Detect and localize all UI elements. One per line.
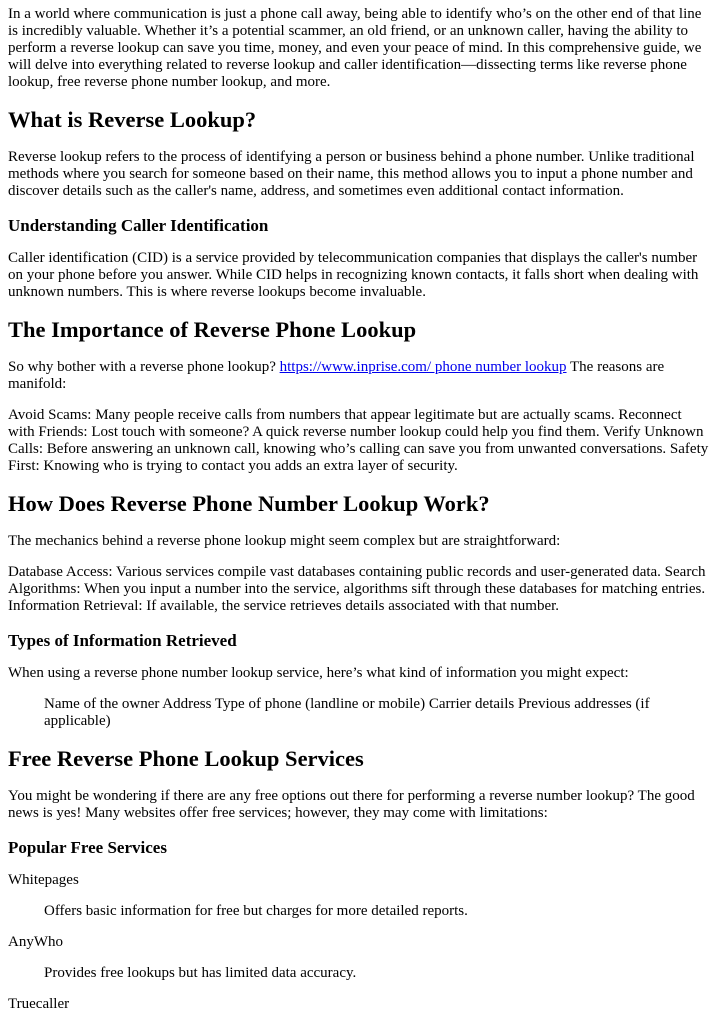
how-works-details: Database Access: Various services compile vast databases containing public records and user-generated data. Search Algorithms: When you input a number into the service, algorithms sift through these databases for matching entries. Information Retrieval: If available, the service retrieves details associated with that number. <box>8 564 706 614</box>
heading-understanding-caller-identification: Understanding Caller Identification <box>8 216 269 235</box>
heading-free-services: Free Reverse Phone Lookup Services <box>8 746 364 771</box>
heading-what-is-reverse-lookup: What is Reverse Lookup? <box>8 107 257 132</box>
free-services-paragraph: You might be wondering if there are any free options out there for performing a reverse number lookup? The good news is yes! Many websites offer free services; however, they may come with limitations: <box>8 788 695 821</box>
importance-lead-before: So why bother with a reverse phone lookup? <box>8 359 280 375</box>
service-desc-anywho: Provides free lookups but has limited data accuracy. <box>44 965 357 981</box>
caller-id-paragraph: Caller identification (CID) is a service provided by telecommunication companies that displays the caller's number on your phone before you answer. While CID helps in recognizing known contacts, it falls short when dealing with unknown numbers. This is where reverse lookups become invaluable. <box>8 250 699 300</box>
service-desc-whitepages: Offers basic information for free but charges for more detailed reports. <box>44 903 468 919</box>
types-lead: When using a reverse phone number lookup service, here’s what kind of information you might expect: <box>8 665 629 681</box>
heading-types-of-information: Types of Information Retrieved <box>8 631 237 650</box>
phone-lookup-link[interactable]: https://www.inprise.com/ phone number lookup <box>279 359 567 375</box>
importance-lead <box>8 359 712 393</box>
how-works-lead: The mechanics behind a reverse phone lookup might seem complex but are straightforward: <box>8 533 561 549</box>
heading-popular-free-services: Popular Free Services <box>8 838 167 857</box>
heading-how-it-works: How Does Reverse Phone Number Lookup Work? <box>8 491 490 516</box>
importance-lead-after: The reasons are manifold: <box>8 359 665 392</box>
service-name-truecaller: Truecaller <box>8 996 70 1012</box>
importance-reasons: Avoid Scams: Many people receive calls from numbers that appear legitimate but are actually scams. Reconnect with Friends: Lost touch with someone? A quick reverse number lookup could help you find them. Verify Unknown Calls: Before answering an unknown call, knowing who’s calling can save you from unwanted conversations. Safety First: Knowing who is trying to contact you adds an extra layer of security. <box>8 407 709 474</box>
intro-paragraph: In a world where communication is just a phone call away, being able to identify who’s on the other end of that line is incredibly valuable. Whether it’s a potential scammer, an old friend, or an unknown caller, having the ability to perform a reverse lookup can save you time, money, and even your peace of mind. In this comprehensive guide, we will delve into everything related to reverse lookup and caller identification—dissecting terms like reverse phone lookup, free reverse phone number lookup, and more. <box>8 6 702 90</box>
service-name-anywho: AnyWho <box>8 934 63 950</box>
what-is-paragraph: Reverse lookup refers to the process of identifying a person or business behind a phone number. Unlike traditional methods where you search for someone based on their name, this method allows you to input a phone number and discover details such as the caller's name, address, and sometimes even additional contact information. <box>8 149 695 199</box>
types-list: Name of the owner Address Type of phone (landline or mobile) Carrier details Previous addresses (if applicable) <box>44 696 650 729</box>
heading-importance: The Importance of Reverse Phone Lookup <box>8 317 417 342</box>
service-name-whitepages: Whitepages <box>8 872 79 888</box>
